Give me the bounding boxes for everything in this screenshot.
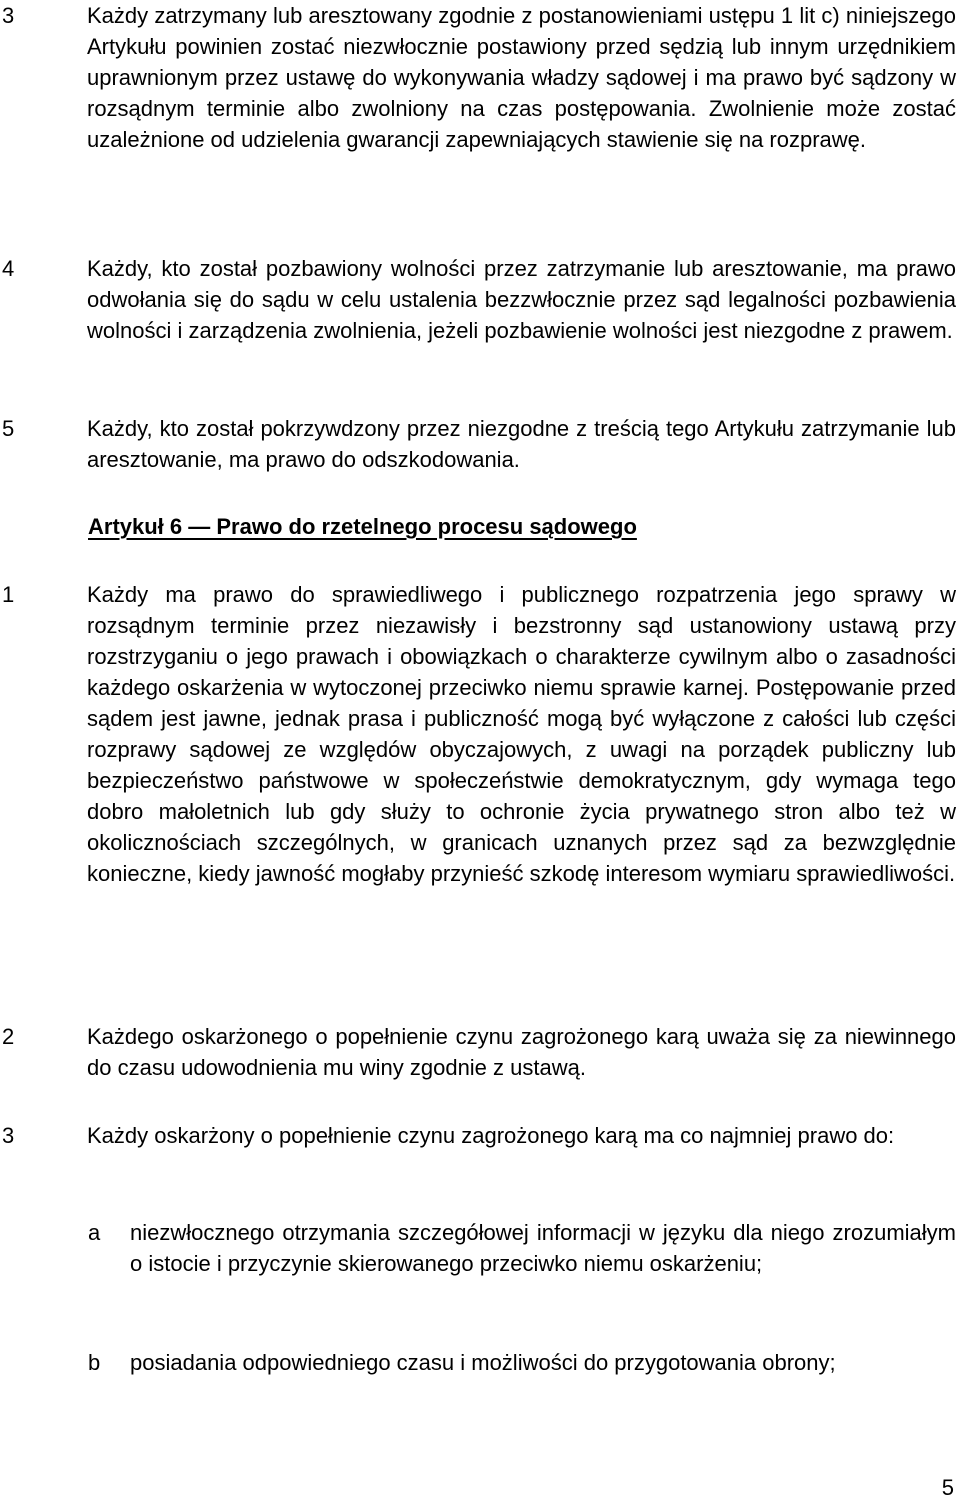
page-number: 5 — [941, 1475, 954, 1500]
subitem-text: niezwłocznego otrzymania szczegółowej informacji w języku dla niego zrozumiałym o istocie i przyczynie skierowanego przeciwko niemu oskarżeniu; — [130, 1220, 956, 1276]
paragraph-text: Każdego oskarżonego o popełnienie czynu zagrożonego karą uważa się za niewinnego do czasu udowodnienia mu winy zgodnie z ustawą. — [87, 1024, 956, 1080]
paragraph-5-art5 — [0, 413, 958, 475]
subitem-letter: b — [88, 1350, 101, 1375]
paragraph-3-art6 — [0, 1120, 958, 1151]
paragraph-number: 4 — [2, 256, 15, 281]
paragraph-text: Każdy zatrzymany lub aresztowany zgodnie z postanowieniami ustępu 1 lit c) niniejszego Artykułu powinien zostać niezwłocznie postawiony przed sędzią lub innym urzędnikiem uprawnionym przez ustawę do wykonywania władzy sądowej i ma prawo być sądzony w rozsądnym terminie albo zwolniony na czas postępowania. Zwolnienie może zostać uzależnione od udzielenia gwarancji zapewniających stawienie się na rozprawę. — [87, 3, 956, 152]
paragraph-text: Każdy, kto został pozbawiony wolności przez zatrzymanie lub aresztowanie, ma prawo odwołania się do sądu w celu ustalenia bezzwłocznie przez sąd legalności pozbawienia wolności i zarządzenia zwolnienia, jeżeli pozbawienie wolności jest niezgodne z prawem. — [87, 256, 956, 343]
subitem-text: posiadania odpowiedniego czasu i możliwości do przygotowania obrony; — [130, 1350, 836, 1375]
paragraph-number: 2 — [2, 1024, 15, 1049]
paragraph-number: 1 — [2, 582, 15, 607]
paragraph-1-art6 — [0, 579, 958, 889]
article-heading: Artykuł 6 — Prawo do rzetelnego procesu sądowego — [88, 514, 637, 539]
paragraph-number: 5 — [2, 416, 15, 441]
paragraph-text: Każdy, kto został pokrzywdzony przez niezgodne z treścią tego Artykułu zatrzymanie lub aresztowanie, ma prawo do odszkodowania. — [87, 416, 956, 472]
paragraph-number: 3 — [2, 1123, 15, 1148]
subitem-letter: a — [88, 1220, 101, 1245]
paragraph-text: Każdy ma prawo do sprawiedliwego i publicznego rozpatrzenia jego sprawy w rozsądnym terminie przez niezawisły i bezstronny sąd ustanowiony ustawą przy rozstrzyganiu o jego prawach i obowiązkach o charakterze cywilnym albo o zasadności każdego oskarżenia w wytoczonej przeciwko niemu sprawie karnej. Postępowanie przed sądem jest jawne, jednak prasa i publiczność mogą być wyłączone z całości lub części rozprawy sądowej ze względów obyczajowych, z uwagi na porządek publiczny lub bezpieczeństwo państwowe w społeczeństwie demokratycznym, gdy wymaga tego dobro małoletnich lub gdy służy to ochronie życia prywatnego stron albo też w okolicznościach szczególnych, w granicach uznanych przez sąd za bezwzględnie konieczne, kiedy jawność mogłaby przynieść szkodę interesom wymiaru sprawiedliwości. — [87, 582, 956, 886]
paragraph-3-art5 — [0, 0, 958, 155]
paragraph-text: Każdy oskarżony o popełnienie czynu zagrożonego karą ma co najmniej prawo do: — [87, 1123, 895, 1148]
paragraph-4-art5 — [0, 253, 958, 346]
paragraph-2-art6 — [0, 1021, 958, 1083]
subitem-a — [87, 1217, 957, 1279]
paragraph-number: 3 — [2, 3, 15, 28]
subitem-b — [87, 1347, 957, 1378]
